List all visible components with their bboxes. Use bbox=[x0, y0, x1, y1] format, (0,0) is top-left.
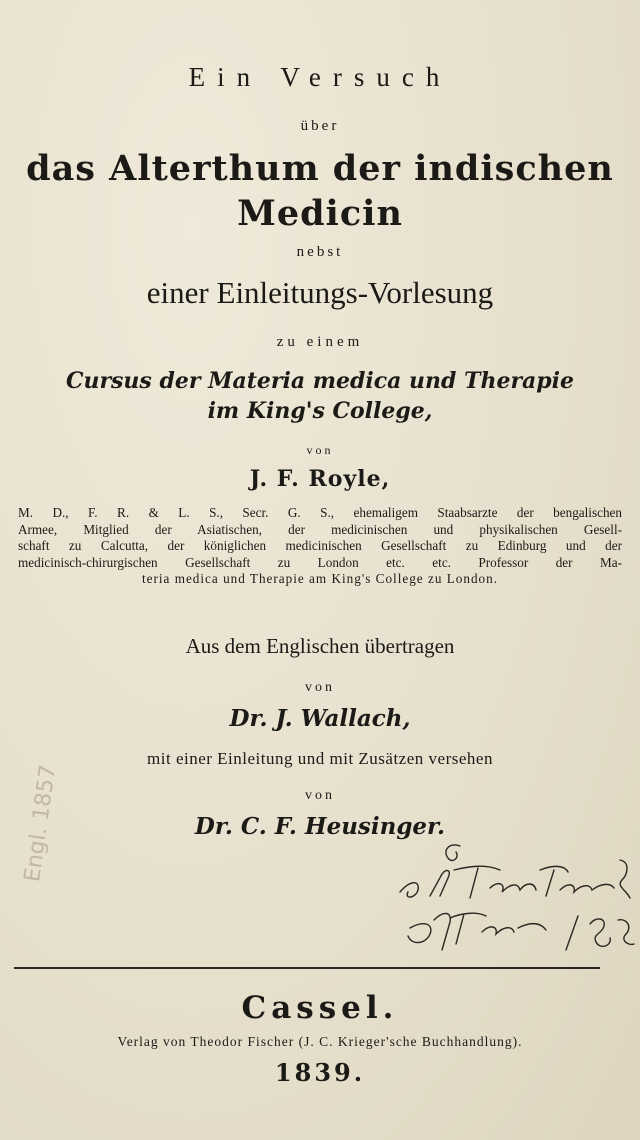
zu-einem-line: zu einem bbox=[276, 334, 364, 350]
publisher-line: Verlag von Theodor Fischer (J. C. Krieger'sche Buchhandlung). bbox=[117, 1034, 523, 1049]
main-title-line-1: das Alterthum der indischen bbox=[26, 148, 614, 189]
essay-heading: Ein Versuch bbox=[188, 62, 452, 92]
publication-year: 1839. bbox=[274, 1058, 366, 1087]
von-line-1: von bbox=[306, 443, 334, 457]
course-title-line-2: im King's College, bbox=[207, 398, 433, 424]
course-title-line-1: Cursus der Materia medica und Therapie bbox=[65, 368, 575, 394]
von-line-2: von bbox=[305, 680, 335, 695]
main-title-line-2: Medicin bbox=[237, 193, 403, 234]
credentials-line: M. D., F. R. & L. S., Secr. G. S., ehemaligem Staabsarzte der bengalischen bbox=[18, 505, 622, 520]
von-line-3: von bbox=[305, 788, 335, 803]
pencil-annotation: Engl. 1857 bbox=[20, 763, 62, 884]
handwritten-signature bbox=[390, 840, 635, 965]
credentials-line: teria medica und Therapie am King's College zu London. bbox=[141, 571, 499, 586]
introduction-note: mit einer Einleitung und mit Zusätzen versehen bbox=[147, 749, 493, 768]
divider-rule bbox=[14, 967, 600, 969]
nebst-line: nebst bbox=[296, 244, 344, 260]
ueber-line: über bbox=[300, 118, 340, 134]
credentials-line: medicinisch-chirurgischen Gesellschaft zu London etc. etc. Professor der Ma- bbox=[18, 554, 622, 570]
editor-name: Dr. C. F. Heusinger. bbox=[194, 813, 446, 840]
translation-note: Aus dem Englischen übertragen bbox=[185, 634, 455, 658]
author-name: J. F. Royle, bbox=[249, 466, 391, 492]
credentials-line: Armee, Mitglied der Asiatischen, der medicinischen und physikalischen Gesell- bbox=[18, 521, 622, 537]
subtitle: einer Einleitungs-Vorlesung bbox=[146, 275, 494, 310]
credentials-line: schaft zu Calcutta, der königlichen medicinischen Gesellschaft zu Edinburg und der bbox=[18, 538, 622, 553]
author-credentials bbox=[18, 505, 622, 588]
place-of-publication: Cassel. bbox=[241, 990, 399, 1026]
translator-name: Dr. J. Wallach, bbox=[229, 705, 411, 732]
